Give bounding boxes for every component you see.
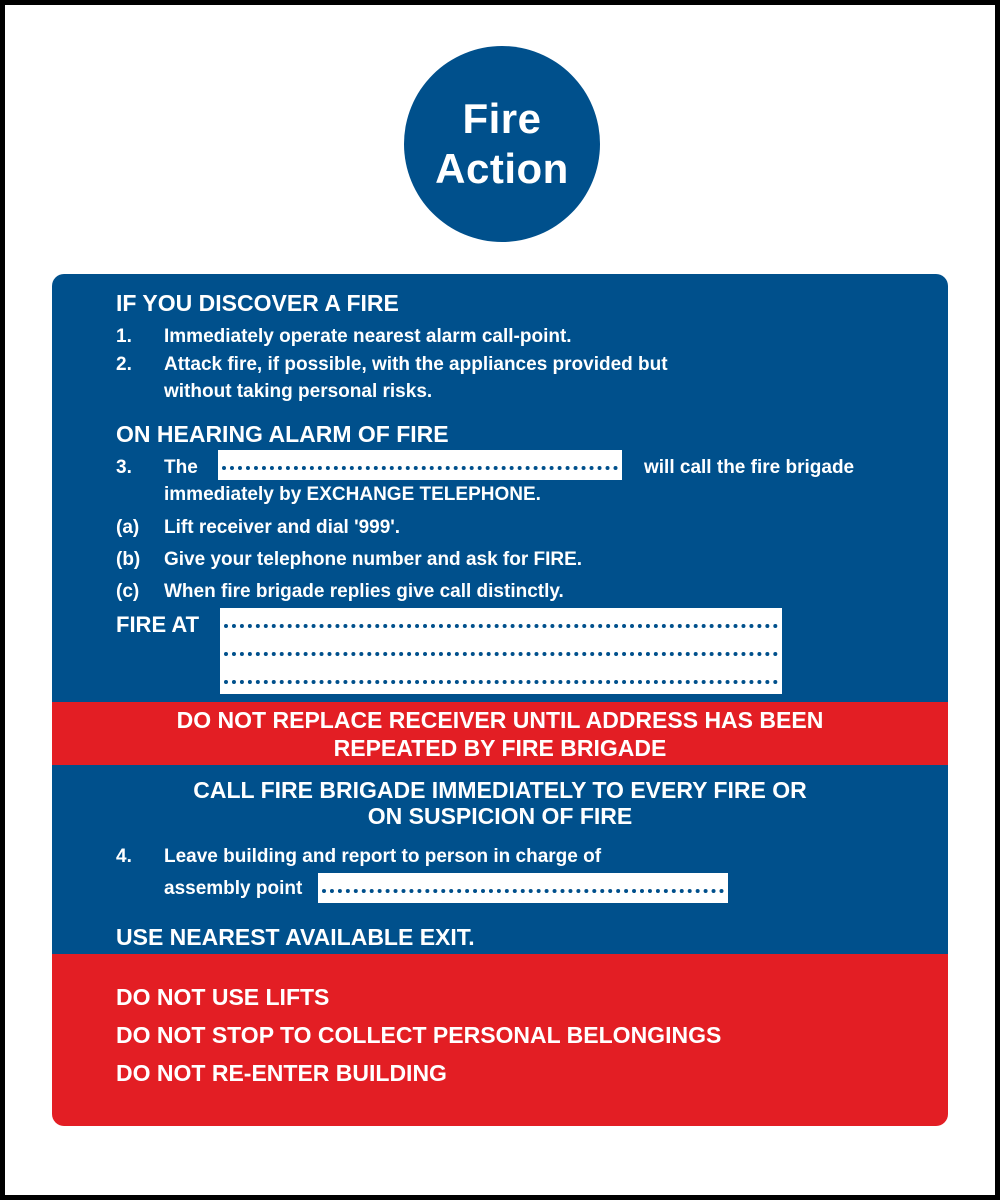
discover-heading: IF YOU DISCOVER A FIRE (116, 290, 399, 316)
step-3-lead: The (164, 457, 198, 478)
alarm-heading: ON HEARING ALARM OF FIRE (116, 421, 449, 447)
fire-address-field[interactable] (220, 608, 782, 694)
dotted-line (322, 889, 724, 893)
step-2-text: Attack fire, if possible, with the appliances provided but (164, 354, 668, 375)
warning-line-1: DO NOT REPLACE RECEIVER UNTIL ADDRESS HAS BEEN (176, 707, 824, 733)
substep-a-label: (a) (116, 517, 140, 538)
dotted-line (224, 624, 778, 628)
dotted-line (224, 652, 778, 656)
substep-c-text: When fire brigade replies give call distinctly. (164, 581, 564, 602)
fire-at-label: FIRE AT (116, 612, 200, 637)
badge-title-line-1: Fire (462, 95, 542, 142)
substep-b-text: Give your telephone number and ask for FIRE. (164, 549, 583, 570)
badge-title-line-2: Action (435, 145, 569, 192)
exit-instruction: USE NEAREST AVAILABLE EXIT. (116, 924, 475, 950)
instruction-panel (52, 274, 948, 1126)
call-notice-line-2: ON SUSPICION OF FIRE (367, 803, 633, 829)
call-notice-line-1: CALL FIRE BRIGADE IMMEDIATELY TO EVERY FIRE OR (193, 777, 807, 803)
fire-action-badge (404, 46, 600, 242)
substep-a-text: Lift receiver and dial '999'. (164, 517, 401, 538)
step-4-number: 4. (116, 846, 132, 867)
step-1-text: Immediately operate nearest alarm call-point. (164, 326, 572, 347)
step-4-text: Leave building and report to person in charge of (164, 846, 602, 867)
assembly-point-field[interactable] (318, 873, 728, 903)
dont-collect-belongings: DO NOT STOP TO COLLECT PERSONAL BELONGINGS (116, 1022, 722, 1048)
dotted-line (222, 466, 618, 470)
dont-reenter-building: DO NOT RE-ENTER BUILDING (116, 1060, 447, 1086)
step-2-text-cont: without taking personal risks. (164, 381, 433, 402)
step-3-after: will call the fire brigade (644, 457, 855, 478)
substep-b-label: (b) (116, 549, 141, 570)
step-2-number: 2. (116, 354, 132, 375)
step-1-number: 1. (116, 326, 132, 347)
substep-c-label: (c) (116, 581, 140, 602)
dont-use-lifts: DO NOT USE LIFTS (116, 984, 330, 1010)
warning-line-2: REPEATED BY FIRE BRIGADE (333, 735, 667, 761)
step-4-text-cont: assembly point (164, 878, 303, 899)
step-3-number: 3. (116, 457, 132, 478)
responsible-person-field[interactable] (218, 450, 622, 480)
dotted-line (224, 680, 778, 684)
step-3-line-2: immediately by EXCHANGE TELEPHONE. (164, 484, 541, 505)
